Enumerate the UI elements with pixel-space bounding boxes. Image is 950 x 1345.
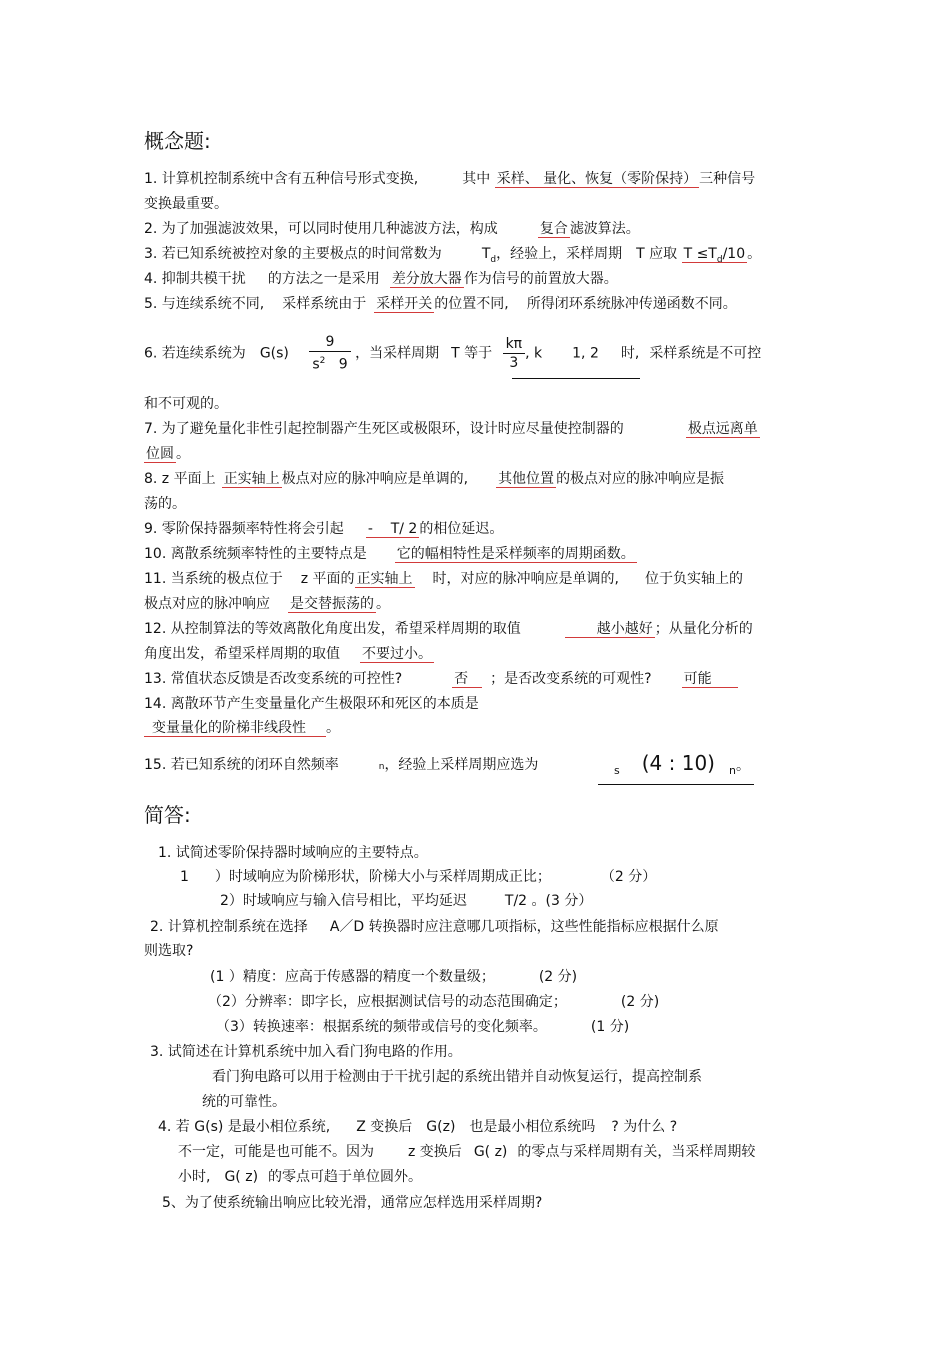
short-answer-2-2: （2）分辨率：即字长，应根据测试信号的动态范围确定； (2 分) [208, 994, 660, 1010]
answer-4: 差分放大器 [391, 271, 462, 287]
question-5: 5. 与连续系统不同, 采样系统由于 采样开关 的位置不同, 所得闭环系统脉冲传递函数不同。 [144, 296, 737, 312]
answer-14: 变量量化的阶梯非线段性 [144, 720, 326, 737]
question-3: 3. 若已知系统被控对象的主要极点的时间常数为 $T_d$，经验上，采样周期 T 应取 $T \le T_d/10$ 。 [144, 246, 762, 265]
answer-15: $_s$ (4 : 10) $_n$。 [614, 751, 750, 777]
question-14: 14. 离散环节产生变量量化产生极限环和死区的本质是 [144, 696, 479, 712]
fraction-9-over-s2-9: $\frac{9}{s^2 9}$ [309, 333, 350, 374]
short-question-5: 5、为了使系统输出响应比较光滑，通常应怎样选用采样周期? [162, 1195, 543, 1211]
answer-11b: 是交替振荡的 [290, 596, 374, 612]
answer-13a: 否 [452, 671, 482, 688]
question-14-cont: 变量量化的阶梯非线段性 。 [144, 718, 340, 738]
fraction-kpi-over-3: $\frac{k\pi}{3}$ [503, 335, 526, 372]
short-question-2-cont: 则选取? [144, 943, 194, 959]
answer-7b: 位圆 [146, 446, 174, 462]
question-7: 7. 为了避免量化非性引起控制器产生死区或极限环，设计时应尽量使控制器的 极点远离单 [144, 421, 758, 437]
short-answer-1-2: 2）时域响应与输入信号相比，平均延迟 T/2 。(3 分） [220, 893, 593, 909]
answer-10: 它的幅相特性是采样频率的周期函数。 [396, 546, 635, 562]
question-11: 11. 当系统的极点位于 z 平面的 正实轴上 时，对应的脉冲响应是单调的, 位于负实轴上的 [144, 571, 743, 587]
question-2: 2. 为了加强滤波效果，可以同时使用几种滤波方法，构成 复合 滤波算法。 [144, 221, 640, 237]
short-answer-1-1: 1 ）时域响应为阶梯形状，阶梯大小与采样周期成正比； （2 分） [180, 869, 657, 885]
short-answer-4-2: 小时, G( z) 的零点可趋于单位圆外。 [178, 1169, 423, 1185]
question-15: 15. 若已知系统的闭环自然频率 n，经验上采样周期应选为 [144, 757, 539, 773]
short-answer-2-3: （3）转换速率：根据系统的频带或信号的变化频率。 (1 分) [216, 1019, 630, 1035]
answer-2: 复合 [539, 221, 568, 237]
short-answer-3-2: 统的可靠性。 [202, 1094, 286, 1110]
answer-12b: 不要过小。 [362, 646, 432, 662]
answer-6-blank-line [512, 378, 640, 379]
answer-7a: 极点远离单 [687, 421, 758, 437]
heading-short-answers: 简答: [144, 803, 191, 827]
short-question-1: 1. 试简述零阶保持器时域响应的主要特点。 [158, 845, 428, 861]
question-8: 8. z 平面上 正实轴上 极点对应的脉冲响应是单调的, 其他位置 的极点对应的脉冲响应是振 [144, 471, 725, 487]
question-12-cont: 角度出发，希望采样周期的取值 不要过小。 [144, 646, 432, 662]
question-11-cont: 极点对应的脉冲响应 是交替振荡的 。 [144, 596, 390, 612]
short-question-2: 2. 计算机控制系统在选择 A／D 转换器时应注意哪几项指标，这些性能指标应根据什么原 [150, 919, 719, 935]
answer-8a: 正实轴上 [223, 471, 280, 487]
answer-5: 采样开关 [376, 296, 433, 312]
short-question-4: 4. 若 G(s) 是最小相位系统, Z 变换后 G(z) 也是最小相位系统吗 ? 为什么 ? [158, 1119, 678, 1135]
answer-8b: 其他位置 [498, 471, 555, 487]
answer-12a: 越小越好 [565, 621, 655, 638]
answer-11a: 正实轴上 [356, 571, 413, 587]
question-8-cont: 荡的。 [144, 496, 186, 512]
short-answer-4-1: 不一定，可能是也可能不。因为 z 变换后 G( z) 的零点与采样周期有关，当采样周期较 [178, 1144, 756, 1160]
answer-9: - T/ 2 [367, 521, 418, 537]
short-question-3: 3. 试简述在计算机系统中加入看门狗电路的作用。 [150, 1044, 462, 1060]
heading-concepts: 概念题: [144, 129, 211, 153]
question-9: 9. 零阶保持器频率特性将会引起 - T/ 2 的相位延迟。 [144, 521, 504, 537]
answer-15-blank-line [598, 784, 754, 785]
question-7-cont: 位圆 。 [146, 446, 190, 462]
short-answer-3-1: 看门狗电路可以用于检测由于干扰引起的系统出错并自动恢复运行，提高控制系 [212, 1069, 702, 1085]
question-6: 6. 若连续系统为 G(s) $\frac{9}{s^2 9}$ ，当采样周期 T 等于 $\frac{k\pi}{3}$ , k 1, 2 时, 采样系统是不可控 [144, 334, 762, 373]
question-10: 10. 离散系统频率特性的主要特点是 它的幅相特性是采样频率的周期函数。 [144, 546, 635, 562]
question-1: 1. 计算机控制系统中含有五种信号形式变换, 其中 采样、 量化、恢复（零阶保持） 三种信号 [144, 171, 756, 187]
question-13: 13. 常值状态反馈是否改变系统的可控性? 否 ；是否改变系统的可观性? 可能 [144, 669, 738, 689]
question-12: 12. 从控制算法的等效离散化角度出发，希望采样周期的取值 越小越好 ；从量化分析的 [144, 621, 753, 637]
answer-13b: 可能 [682, 671, 738, 688]
question-1-cont: 变换最重要。 [144, 196, 228, 212]
answer-3: $T \le T_d/10$ [683, 246, 746, 265]
question-4: 4. 抑制共模干扰 的方法之一是采用 差分放大器 作为信号的前置放大器。 [144, 271, 618, 287]
question-6-cont: 和不可观的。 [144, 396, 228, 412]
answer-1: 采样、 量化、恢复（零阶保持） [496, 171, 698, 187]
short-answer-2-1: (1 ）精度：应高于传感器的精度一个数量级； (2 分) [210, 969, 578, 985]
